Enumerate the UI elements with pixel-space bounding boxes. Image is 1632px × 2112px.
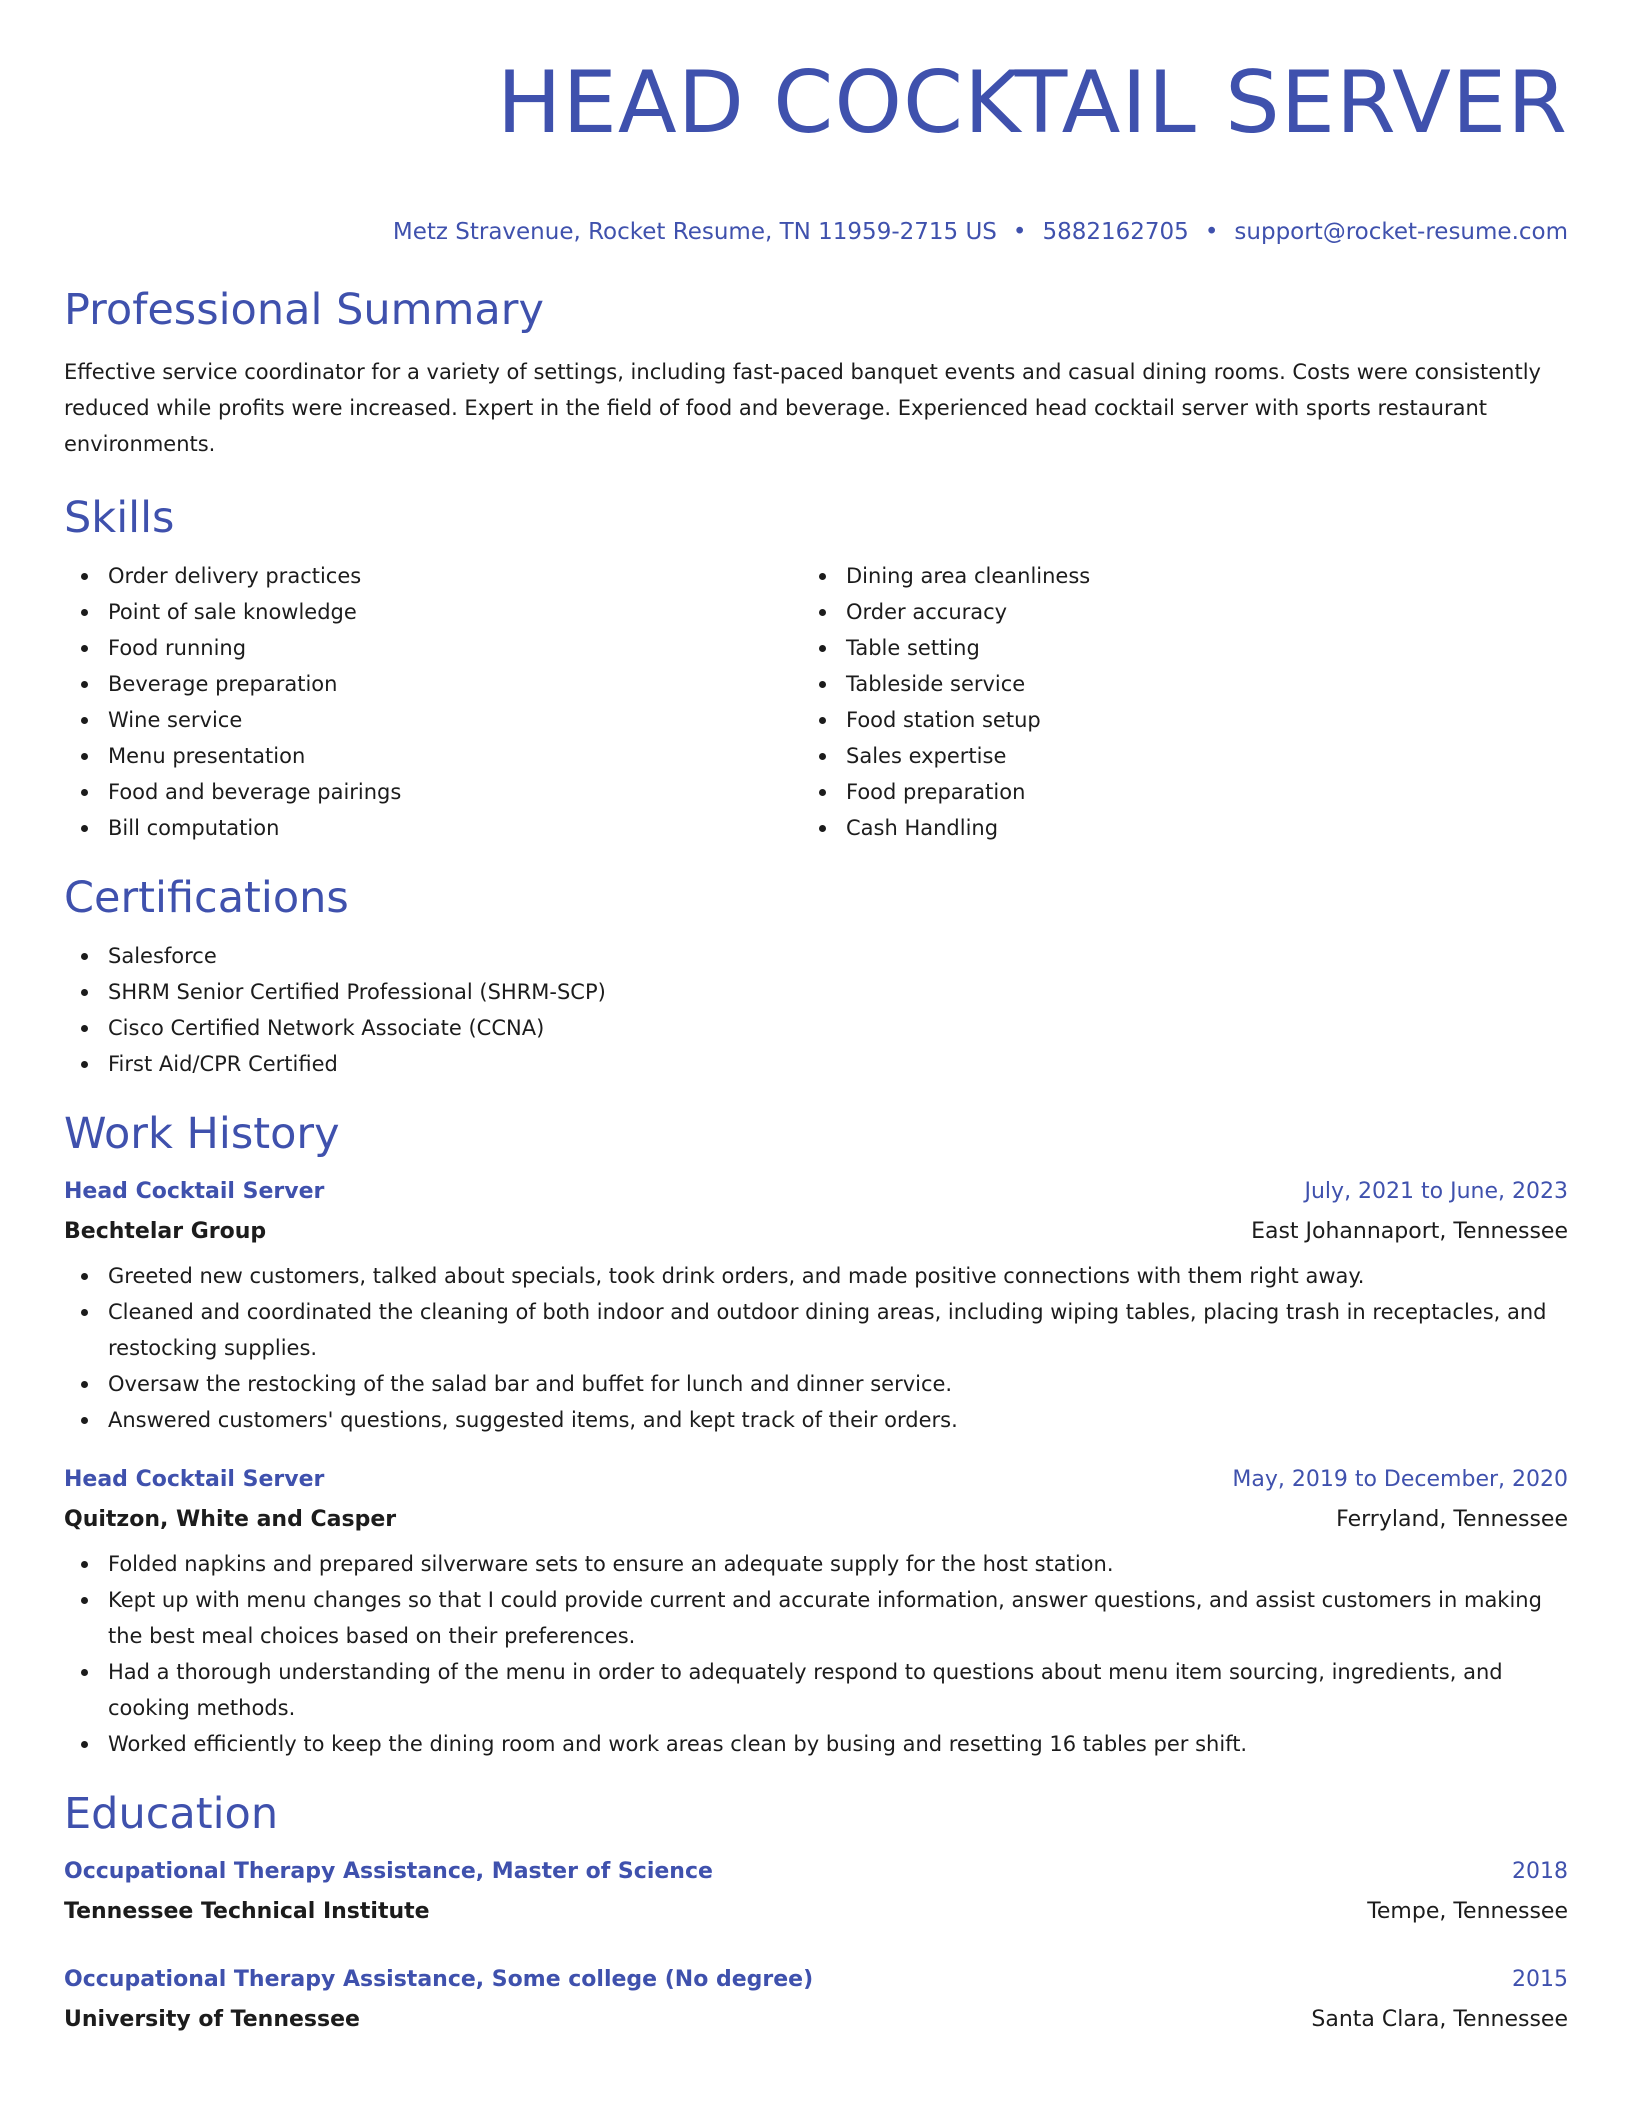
skills-list-right [802, 558, 1540, 846]
education-header-row [64, 1852, 1568, 1892]
skill-item: Order accuracy [802, 594, 1540, 630]
certification-item: First Aid/CPR Certified [64, 1046, 1568, 1082]
education-year: 2015 [1512, 1967, 1568, 1992]
skill-item: Food and beverage pairings [64, 774, 802, 810]
job-title: Head Cocktail Server [64, 1467, 325, 1492]
skill-item: Wine service [64, 702, 802, 738]
skill-item: Food running [64, 630, 802, 666]
skill-item: Point of sale knowledge [64, 594, 802, 630]
skill-item: Bill computation [64, 810, 802, 846]
section-heading-education: Education [64, 1789, 279, 1839]
section-heading-certifications: Certifications [64, 873, 349, 923]
skills-list-left [64, 558, 802, 846]
job-dates: May, 2019 to December, 2020 [1232, 1467, 1568, 1492]
skills-columns [64, 558, 1568, 846]
job-bullet: Cleaned and coordinated the cleaning of both indoor and outdoor dining areas, including wiping tables, placing trash in receptacles, and restocking supplies. [64, 1294, 1568, 1366]
job-company: Bechtelar Group [64, 1219, 267, 1244]
resume-title: HEAD COCKTAIL SERVER [496, 53, 1568, 153]
skill-item: Cash Handling [802, 810, 1540, 846]
certification-item: Salesforce [64, 938, 1568, 974]
contact-address: Metz Stravenue, Rocket Resume, TN 11959-2715 US [392, 219, 997, 245]
job-location: East Johannaport, Tennessee [1251, 1219, 1568, 1244]
job-location: Ferryland, Tennessee [1336, 1507, 1568, 1532]
job-entry [64, 1172, 1568, 1438]
job-company-row [64, 1212, 1568, 1252]
skill-item: Sales expertise [802, 738, 1540, 774]
education-school: University of Tennessee [64, 2007, 360, 2032]
education-header-row [64, 1960, 1568, 2000]
job-header-row [64, 1460, 1568, 1500]
education-year: 2018 [1512, 1859, 1568, 1884]
section-heading-summary: Professional Summary [64, 285, 544, 335]
contact-email[interactable]: support@rocket-resume.com [1234, 219, 1568, 245]
job-bullet: Greeted new customers, talked about specials, took drink orders, and made positive connections with them right away. [64, 1258, 1568, 1294]
certifications-list [64, 938, 1568, 1082]
education-degree: Occupational Therapy Assistance, Some college (No degree) [64, 1967, 814, 1992]
job-title: Head Cocktail Server [64, 1179, 325, 1204]
contact-phone[interactable]: 5882162705 [1042, 219, 1189, 245]
education-school-row [64, 1892, 1568, 1932]
skill-item: Food preparation [802, 774, 1540, 810]
education-location: Tempe, Tennessee [1367, 1899, 1568, 1924]
job-bullet: Folded napkins and prepared silverware sets to ensure an adequate supply for the host station. [64, 1546, 1568, 1582]
skill-item: Menu presentation [64, 738, 802, 774]
contact-separator: • [1204, 219, 1219, 245]
job-bullet: Oversaw the restocking of the salad bar and buffet for lunch and dinner service. [64, 1366, 1568, 1402]
skill-item: Order delivery practices [64, 558, 802, 594]
skill-item: Beverage preparation [64, 666, 802, 702]
job-bullet: Kept up with menu changes so that I could provide current and accurate information, answer questions, and assist customers in making the best meal choices based on their preferences. [64, 1582, 1568, 1654]
job-bullet: Had a thorough understanding of the menu in order to adequately respond to questions about menu item sourcing, ingredients, and cooking methods. [64, 1654, 1568, 1726]
job-company: Quitzon, White and Casper [64, 1507, 397, 1532]
contact-separator: • [1012, 219, 1027, 245]
certification-item: SHRM Senior Certified Professional (SHRM-SCP) [64, 974, 1568, 1010]
section-heading-work-history: Work History [64, 1109, 340, 1159]
job-header-row [64, 1172, 1568, 1212]
education-school: Tennessee Technical Institute [64, 1899, 430, 1924]
summary-text: Effective service coordinator for a variety of settings, including fast-paced banquet events and casual dining rooms. Costs were consistently reduced while profits were increased. Expert in the field of food and beverage. Experienced head cocktail server with sports restaurant environments. [64, 360, 1541, 456]
education-entry [64, 1852, 1568, 1932]
education-degree: Occupational Therapy Assistance, Master of Science [64, 1859, 713, 1884]
job-entry [64, 1460, 1568, 1762]
contact-line [64, 216, 1568, 248]
certification-item: Cisco Certified Network Associate (CCNA) [64, 1010, 1568, 1046]
skill-item: Tableside service [802, 666, 1540, 702]
section-heading-skills: Skills [64, 493, 175, 543]
job-bullets [64, 1546, 1568, 1762]
education-school-row [64, 2000, 1568, 2040]
job-bullet: Answered customers' questions, suggested items, and kept track of their orders. [64, 1402, 1568, 1438]
job-bullet: Worked efficiently to keep the dining room and work areas clean by busing and resetting 16 tables per shift. [64, 1726, 1568, 1762]
job-bullets [64, 1258, 1568, 1438]
education-entry [64, 1960, 1568, 2040]
skill-item: Food station setup [802, 702, 1540, 738]
education-location: Santa Clara, Tennessee [1311, 2007, 1568, 2032]
skill-item: Table setting [802, 630, 1540, 666]
skill-item: Dining area cleanliness [802, 558, 1540, 594]
job-company-row [64, 1500, 1568, 1540]
job-dates: July, 2021 to June, 2023 [1304, 1179, 1568, 1204]
